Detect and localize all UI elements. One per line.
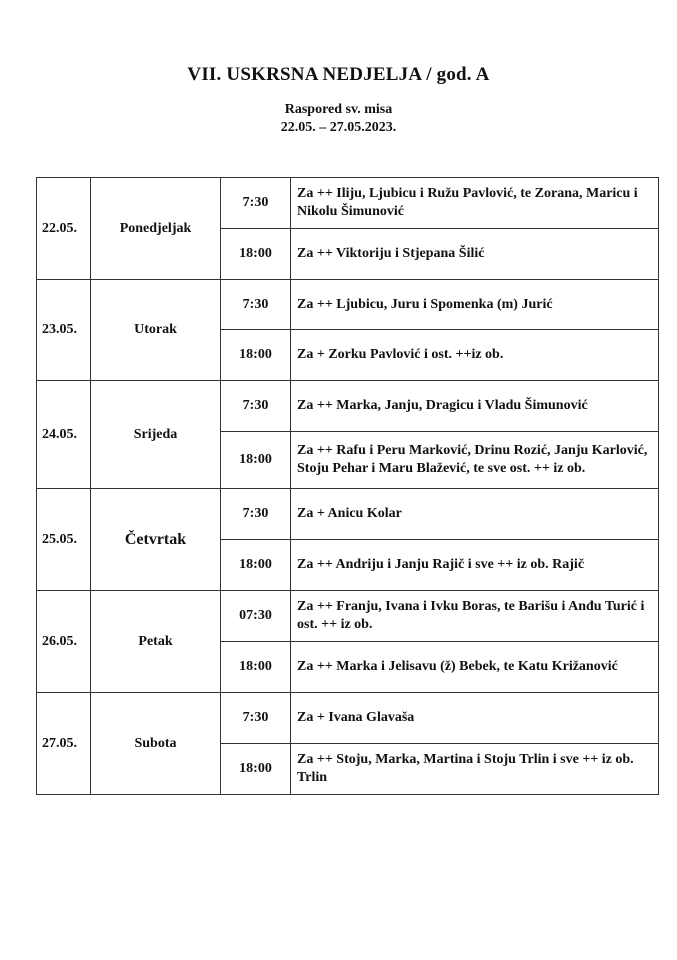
time-cell: 18:00: [221, 330, 291, 381]
time-cell: 7:30: [221, 693, 291, 744]
time-cell: 07:30: [221, 591, 291, 642]
date-cell: 26.05.: [37, 591, 91, 693]
time-cell: 18:00: [221, 540, 291, 591]
day-cell: Petak: [91, 591, 221, 693]
intention-cell: Za + Zorku Pavlović i ost. ++iz ob.: [291, 330, 659, 381]
date-cell: 24.05.: [37, 381, 91, 489]
intention-cell: Za ++ Viktoriju i Stjepana Šilić: [291, 229, 659, 280]
intention-cell: Za ++ Marka i Jelisavu (ž) Bebek, te Katu Križanović: [291, 642, 659, 693]
date-cell: 22.05.: [37, 178, 91, 280]
mass-schedule-table: [36, 177, 659, 795]
schedule-subtitle: [0, 101, 677, 137]
day-cell: Srijeda: [91, 381, 221, 489]
table-row: [37, 280, 659, 330]
intention-cell: Za ++ Rafu i Peru Marković, Drinu Rozić, Janju Karlović, Stoju Pehar i Maru Blažević, te sve ost. ++ iz ob.: [291, 432, 659, 489]
table-row: [37, 489, 659, 540]
time-cell: 7:30: [221, 489, 291, 540]
day-cell: Utorak: [91, 280, 221, 381]
time-cell: 18:00: [221, 744, 291, 795]
intention-cell: Za ++ Iliju, Ljubicu i Ružu Pavlović, te Zorana, Maricu i Nikolu Šimunović: [291, 178, 659, 229]
intention-cell: Za + Ivana Glavaša: [291, 693, 659, 744]
date-cell: 25.05.: [37, 489, 91, 591]
time-cell: 18:00: [221, 642, 291, 693]
table-row: [37, 693, 659, 744]
time-cell: 18:00: [221, 432, 291, 489]
table-row: [37, 178, 659, 229]
table-row: [37, 381, 659, 432]
intention-cell: Za ++ Stoju, Marka, Martina i Stoju Trlin i sve ++ iz ob. Trlin: [291, 744, 659, 795]
subtitle-label: Raspored sv. misa: [284, 102, 393, 117]
page-title: VII. USKRSNA NEDJELJA / god. A: [187, 64, 490, 85]
intention-cell: Za ++ Franju, Ivana i Ivku Boras, te Barišu i Anđu Turić i ost. ++ iz ob.: [291, 591, 659, 642]
date-cell: 27.05.: [37, 693, 91, 795]
time-cell: 18:00: [221, 229, 291, 280]
intention-cell: Za ++ Marka, Janju, Dragicu i Vladu Šimunović: [291, 381, 659, 432]
time-cell: 7:30: [221, 178, 291, 229]
table-row: [37, 591, 659, 642]
intention-cell: Za ++ Ljubicu, Juru i Spomenka (m) Jurić: [291, 280, 659, 330]
date-range: 22.05. – 27.05.2023.: [280, 120, 397, 135]
day-cell: Ponedjeljak: [91, 178, 221, 280]
date-cell: 23.05.: [37, 280, 91, 381]
time-cell: 7:30: [221, 381, 291, 432]
time-cell: 7:30: [221, 280, 291, 330]
day-cell: Subota: [91, 693, 221, 795]
intention-cell: Za + Anicu Kolar: [291, 489, 659, 540]
day-cell: Četvrtak: [91, 489, 221, 591]
intention-cell: Za ++ Andriju i Janju Rajič i sve ++ iz ob. Rajič: [291, 540, 659, 591]
